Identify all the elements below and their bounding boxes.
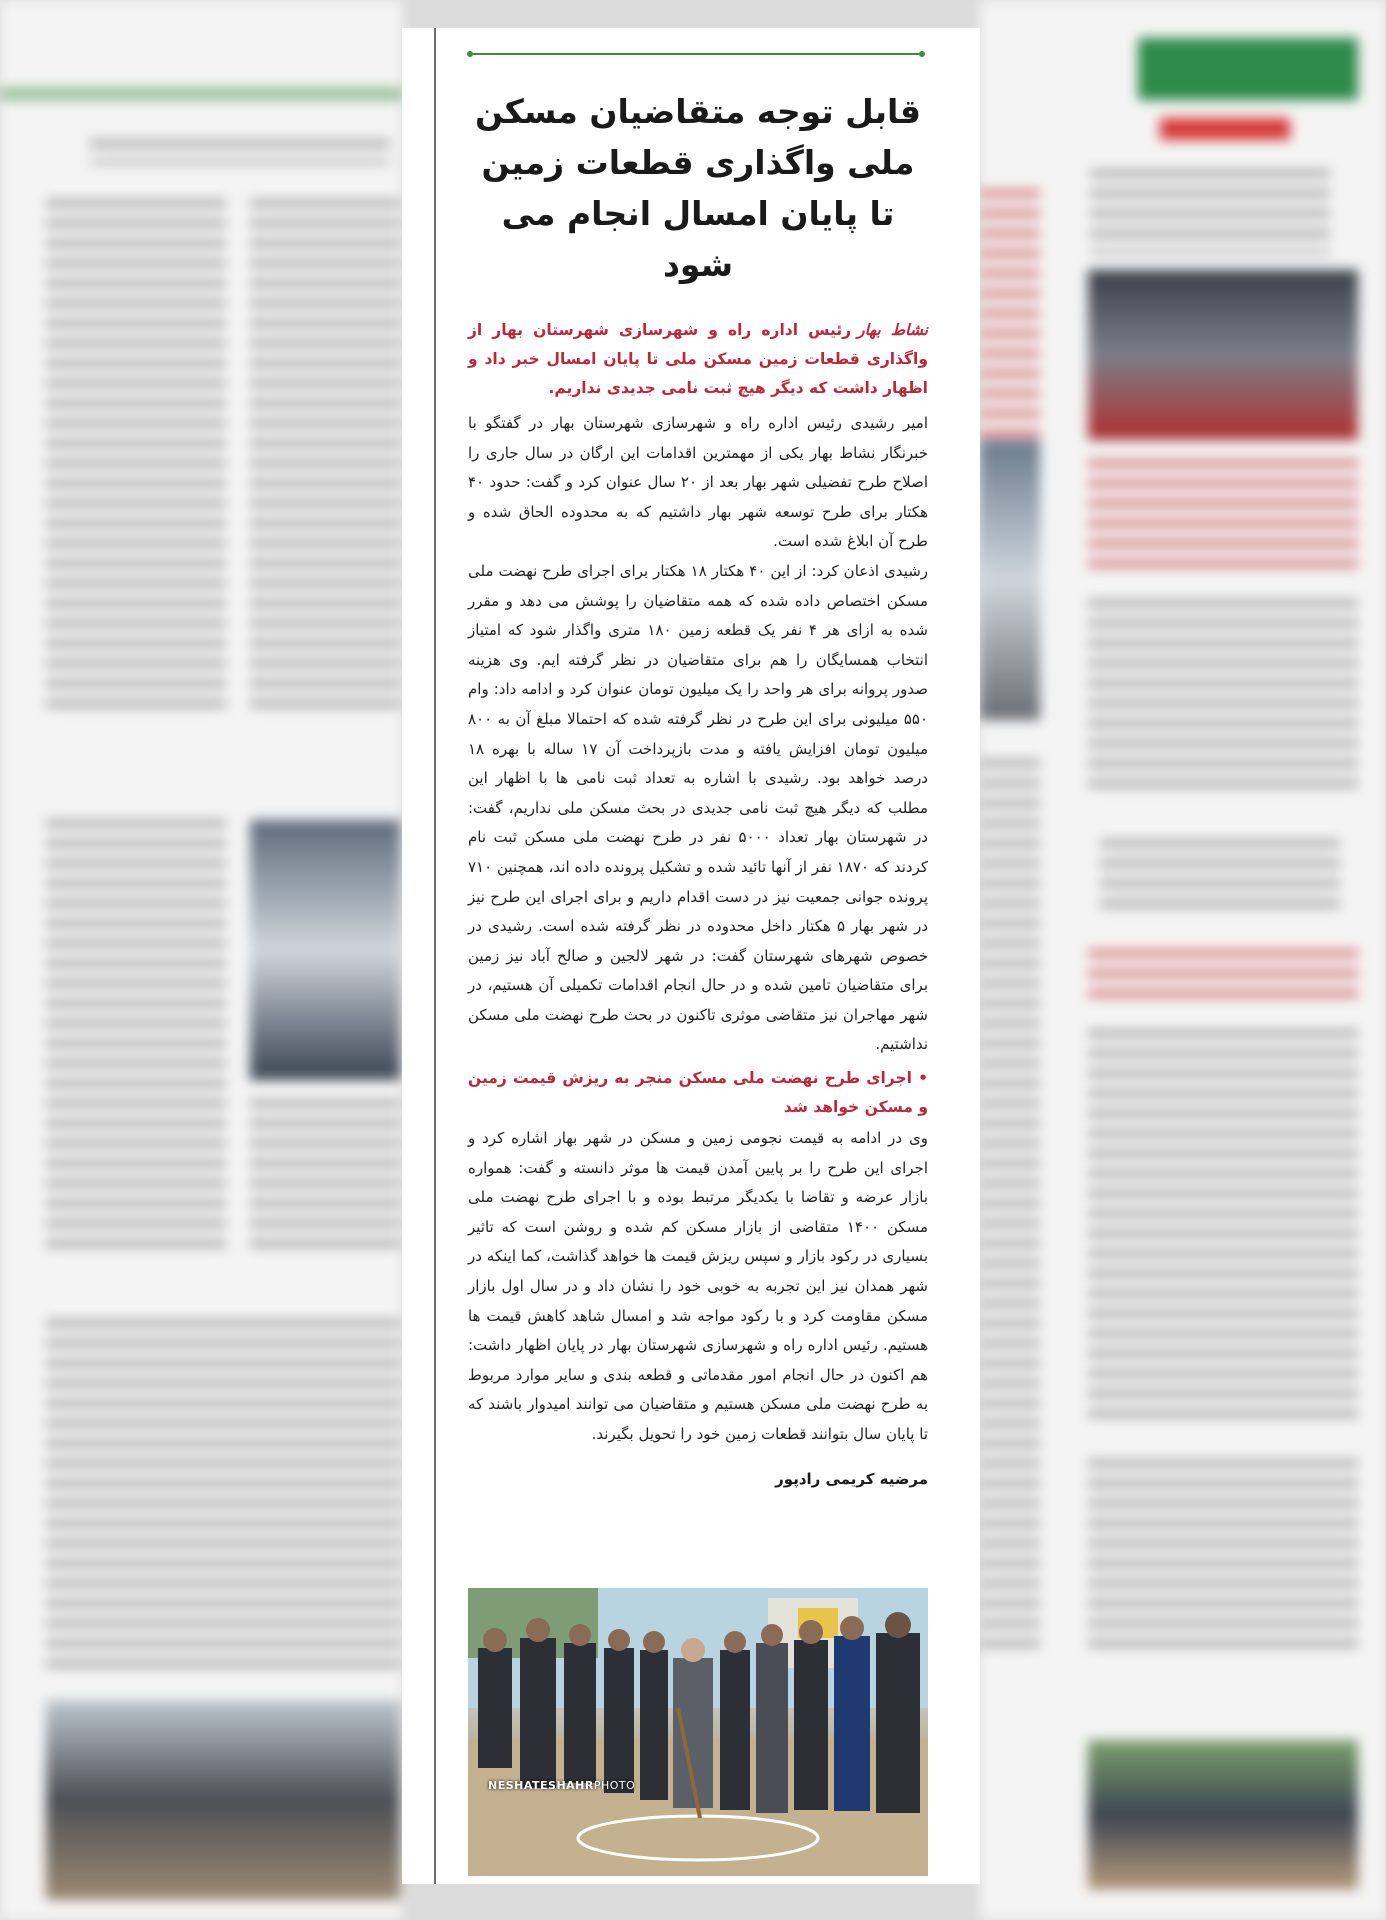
left-photo-bottom	[46, 1700, 400, 1900]
left-heading-blur	[90, 140, 390, 164]
left-header-band	[0, 88, 402, 100]
photo-illustration	[468, 1588, 928, 1876]
article-headline: قابل توجه متقاضیان مسکن ملی واگذاری قطعات زمین تا پایان امسال انجام می شود	[474, 92, 922, 284]
left-col-3-text	[46, 820, 226, 1260]
left-col-5-text	[46, 1320, 400, 1680]
photo-watermark-suffix: PHOTO	[593, 1779, 636, 1792]
right-col-red-text-2	[1088, 460, 1358, 580]
groundbreaking-ceremony-photo	[468, 1588, 928, 1876]
photo-watermark-brand: NESHATESHAHR	[488, 1779, 594, 1792]
right-col-red-text-3	[1088, 950, 1358, 1010]
left-photo-mid	[250, 820, 400, 1080]
article-top-rule	[470, 53, 922, 55]
lead-text: رئیس اداره راه و شهرسازی شهرستان بهار از واگذاری قطعات زمین مسکن ملی تا پایان امسال خبر داد و اظهار داشت که دیگر هیچ ثبت نامی جدیدی نداریم.	[468, 321, 928, 397]
source-tag: نشاط بهار	[857, 321, 928, 339]
article-paragraph-3: وی در ادامه به قیمت نجومی زمین و مسکن در شهر بهار اشاره کرد و اجرای این طرح را بر پایین آمدن قیمت ها موثر دانسته و گفت: همواره بازار عرضه و تقاضا با یکدیگر مرتبط بوده و با اجرای طرح نهضت ملی مسکن ۱۴۰۰ متقاضی از بازار مسکن کم شده و روشن است که تاثیر بسیاری در رکود بازار و سپس ریزش قیمت ها خواهد گذاشت، کما اینکه در شهر همدان نیز این تجربه به خوبی خود را نشان داد و در سال اول بازار مسکن مقاومت کرد و با رکود مواجه شد و امسال شاهد کاهش قیمت ها هستیم. رئیس اداره راه و شهرسازی شهرستان بهار در پایان اظهار داشت: هم اکنون در حال انجام امور مقدماتی و قطعه بندی و سایر موارد مربوط به طرح نهضت ملی مسکن هستیم و متقاضیان می توانند امیدوار باشند که تا پایان سال بتوانند قطعات زمین خود را تحویل بگیرند.	[468, 1129, 928, 1443]
right-heading-blur	[1090, 170, 1330, 254]
right-red-tag	[1160, 118, 1290, 140]
article-paragraph-1: امیر رشیدی رئیس اداره راه و شهرسازی شهرستان بهار در گفتگو با خبرنگار نشاط بهار یکی از مهمترین اقدامات این ارگان در سال جاری را اصلاح طرح تفضیلی شهر بهار بعد از ۲۰ سال عنوان کرد و گفت: حدود ۴۰ هکتار برای طرح توسعه شهر بهار داشتیم که به محدوده الحاق شده و طرح آن ابلاغ شده است.	[468, 414, 928, 551]
column-divider	[434, 28, 436, 1884]
article-content	[468, 86, 928, 1492]
photo-watermark	[488, 1779, 635, 1792]
right-masthead	[1138, 38, 1358, 100]
news-article	[402, 28, 980, 1884]
right-col-text-2	[1088, 1030, 1358, 1430]
right-col-text-1	[1088, 600, 1358, 800]
article-byline: مرضیه کریمی رادپور	[775, 1469, 928, 1488]
left-col-4-text	[250, 1100, 400, 1260]
right-heading-blur-2	[1100, 840, 1340, 920]
article-lead	[468, 316, 928, 403]
article-paragraph-2: رشیدی اذعان کرد: از این ۴۰ هکتار ۱۸ هکتار برای اجرای طرح نهضت ملی مسکن اختصاص داده شده که همه متقاضیان را پوشش می دهد و مقرر شده به ازای هر ۴ نفر یک قطعه زمین ۱۸۰ متری واگذار شود که امتیاز انتخاب همسایگان را هم برای متقاضیان در نظر گرفته ایم. وی هزینه صدور پروانه برای هر واحد را یک میلیون تومان عنوان کرد و ادامه داد: وام ۵۵۰ میلیونی برای این طرح در نظر گرفته شده که احتمالا مبلغ آن به ۸۰۰ میلیون تومان افزایش یافته و مدت بازپرداخت آن ۱۷ ساله با بهره ۱۸ درصد خواهد بود. رشیدی با اشاره به تعداد ثبت نامی ها با اظهار این مطلب که دیگر هیچ ثبت نامی جدیدی در بحث مسکن ملی نداریم، گفت: در شهرستان بهار تعداد ۵۰۰۰ نفر در طرح نهضت ملی مسکن ثبت نام کردند که ۱۸۷۰ نفر از آنها تائید شده و تشکیل پرونده داده اند، همچنین ۷۱۰ پرونده جوانی جمعیت نیز در دست اقدام داریم و برای اجرای این طرح نیز در شهر بهار ۵ هکتار داخل محدوده در نظر گرفته شده است. رشیدی در خصوص شهرهای شهرستان گفت: در شهر لالجین و صالح آباد نیز زمین برای متقاضیان تامین شده و در حال انجام اقدامات تکمیلی آن هستیم، در شهر مهاجران نیز متقاضی موثری تاکنون در بحث طرح نهضت ملی مسکن نداشتیم.	[468, 561, 929, 1054]
left-col-1-text	[46, 200, 226, 720]
right-photo-bottom	[1088, 1740, 1358, 1890]
right-col-text-4	[1088, 1460, 1358, 1660]
left-col-2-text	[250, 200, 400, 720]
right-photo-top	[1088, 270, 1358, 440]
article-subheading: • اجرای طرح نهضت ملی مسکن منجر به ریزش قیمت زمین و مسکن خواهد شد	[468, 1069, 928, 1117]
right-photo-small	[980, 440, 1040, 720]
right-col-text-3	[980, 760, 1040, 1660]
